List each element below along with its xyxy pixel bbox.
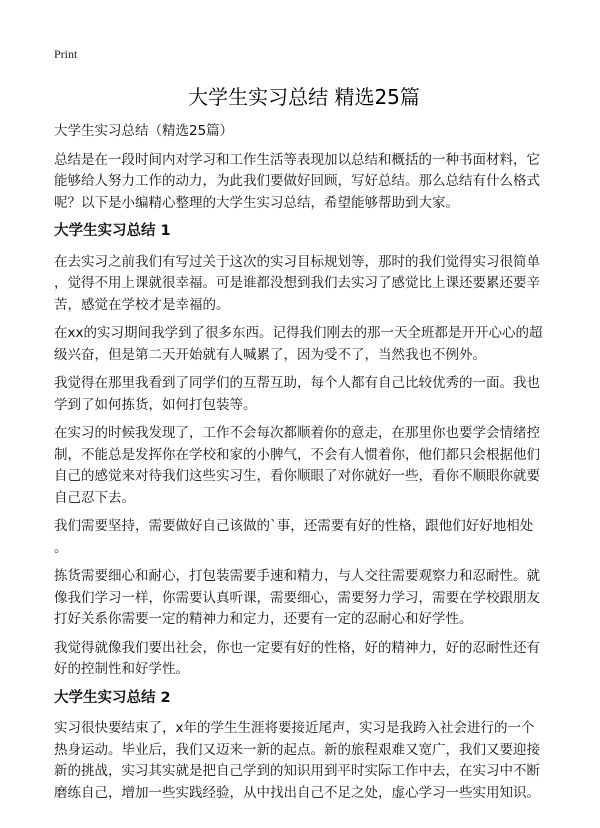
- text-line: 能够给人努力工作的动力，为此我们要做好回顾，写好总结。那么总结有什么格式: [54, 173, 540, 189]
- text-line: 。: [54, 539, 68, 556]
- paragraph: [54, 718, 554, 804]
- text-line: 在去实习之前我们有写过关于这次的实习目标规划等，那时的我们觉得实习很简单: [54, 253, 540, 270]
- sections: [54, 221, 554, 804]
- text-line: 学到了如何拣货，如何打包装等。: [54, 396, 257, 413]
- paragraph: [54, 638, 554, 681]
- document-body: [54, 121, 554, 811]
- text-line: 实习很快要结束了，x年的学生生涯将要接近尾声，实习是我跨入社会进行的一个: [54, 720, 535, 736]
- text-line: 我们需要坚持，需要做好自己该做的`事，还需要有好的性格，跟他们好好地相处: [54, 518, 534, 534]
- paragraph: [54, 423, 554, 509]
- page-title: 大学生实习总结 精选25篇: [188, 85, 420, 109]
- paragraph: [54, 516, 554, 559]
- text-line: 在实习的时候我发现了，工作不会每次都顺着你的意走，在那里你也要学会情绪控: [54, 425, 540, 441]
- text-line: 我觉得在那里我看到了同学们的互帮互助，每个人都有自己比较优秀的一面。我也: [54, 375, 540, 391]
- text-line: 级兴奋，但是第二天开始就有人喊累了，因为受不了，当然我也不例外。: [54, 346, 486, 363]
- subtitle: 大学生实习总结（精选25篇）: [54, 123, 234, 139]
- text-line: 热身运动。毕业后，我们又迈来一新的起点。新的旅程艰难又宽广，我们又要迎接: [54, 741, 540, 758]
- text-line: 像我们学习一样，你需要认真听课，需要细心，需要努力学习，需要在学校跟朋友: [54, 589, 540, 606]
- text-line: 自己的感觉来对待我们这些实习生，看你顺眼了对你就好一些，看你不顺眼你就要: [54, 468, 540, 484]
- text-line: 自己忍下去。: [54, 489, 135, 506]
- paragraph: [54, 373, 554, 416]
- text-line: 在xx的实习期间我学到了很多东西。记得我们刚去的那一天全班都是开开心心的超: [54, 325, 543, 341]
- paragraph: [54, 252, 554, 317]
- text-line: 呢？以下是小编精心整理的大学生实习总结，希望能够帮助到大家。: [54, 194, 459, 211]
- section-heading: 大学生实习总结 2: [54, 689, 171, 706]
- text-line: 磨练自己，增加一些实践经验，从中找出自己不足之处，虚心学习一些实用知识。: [54, 784, 540, 801]
- text-line: 新的挑战，实习其实就是把自己学到的知识用到平时实际工作中去，在实习中不断: [54, 763, 540, 779]
- text-line: 好的控制性和好学性。: [54, 661, 189, 677]
- intro-paragraph: [54, 150, 554, 215]
- text-line: 总结是在一段时间内对学习和工作生活等表现加以总结和概括的一种书面材料，它: [54, 151, 540, 168]
- paragraph: [54, 323, 554, 366]
- text-line: 拣货需要细心和耐心，打包装需要手速和精力，与人交往需要观察力和忍耐性。就: [54, 568, 540, 584]
- text-line: 我觉得就像我们要出社会，你也一定要有好的性格，好的精神力，好的忍耐性还有: [54, 639, 540, 656]
- paragraph: [54, 566, 554, 631]
- text-line: 苦，感觉在学校才是幸福的。: [54, 296, 230, 313]
- section-heading: 大学生实习总结 1: [54, 223, 171, 239]
- print-link[interactable]: Print: [54, 47, 78, 61]
- text-line: 打好关系你需要一定的精神力和定力，还要有一定的忍耐心和好学性。: [54, 611, 473, 627]
- text-line: ，觉得不用上课就很幸福。可是谁都没想到我们去实习了感觉比上课还要累还要辛: [54, 275, 540, 291]
- text-line: 制，不能总是发挥你在学校和家的小脾气，不会有人惯着你，他们都只会根据他们: [54, 446, 540, 463]
